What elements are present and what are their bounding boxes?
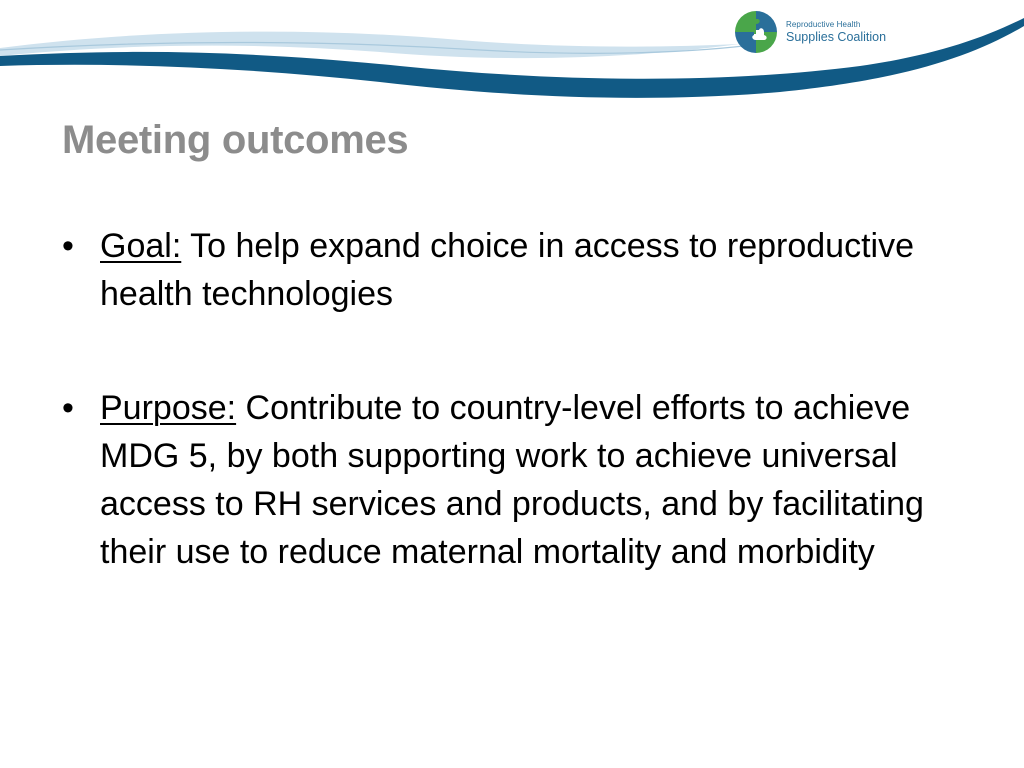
bullet-label-purpose: Purpose: — [100, 389, 237, 427]
rhsc-logo — [734, 10, 894, 58]
bullet-text-goal: To help expand choice in access to reproductive health technologies — [100, 227, 914, 313]
bullet-text-purpose: Contribute to country-level efforts to achieve MDG 5, by both supporting work to achieve universal access to RH services and products, and by facilitating their use to reduce maternal mortality and morbidity — [100, 389, 924, 571]
puzzle-logo-icon — [734, 10, 778, 54]
bullet-purpose — [62, 384, 962, 576]
bullet-dot-icon: • — [62, 389, 74, 427]
bullet-dot-icon: • — [62, 227, 74, 265]
slide-title: Meeting outcomes — [62, 118, 409, 162]
bullet-label-goal: Goal: — [100, 227, 182, 265]
logo-line-1: Reproductive Health — [786, 20, 861, 29]
logo-line-2: Supplies Coalition — [786, 30, 887, 44]
bullet-list — [62, 222, 962, 576]
logo-text — [786, 21, 886, 44]
bullet-goal — [62, 222, 962, 318]
